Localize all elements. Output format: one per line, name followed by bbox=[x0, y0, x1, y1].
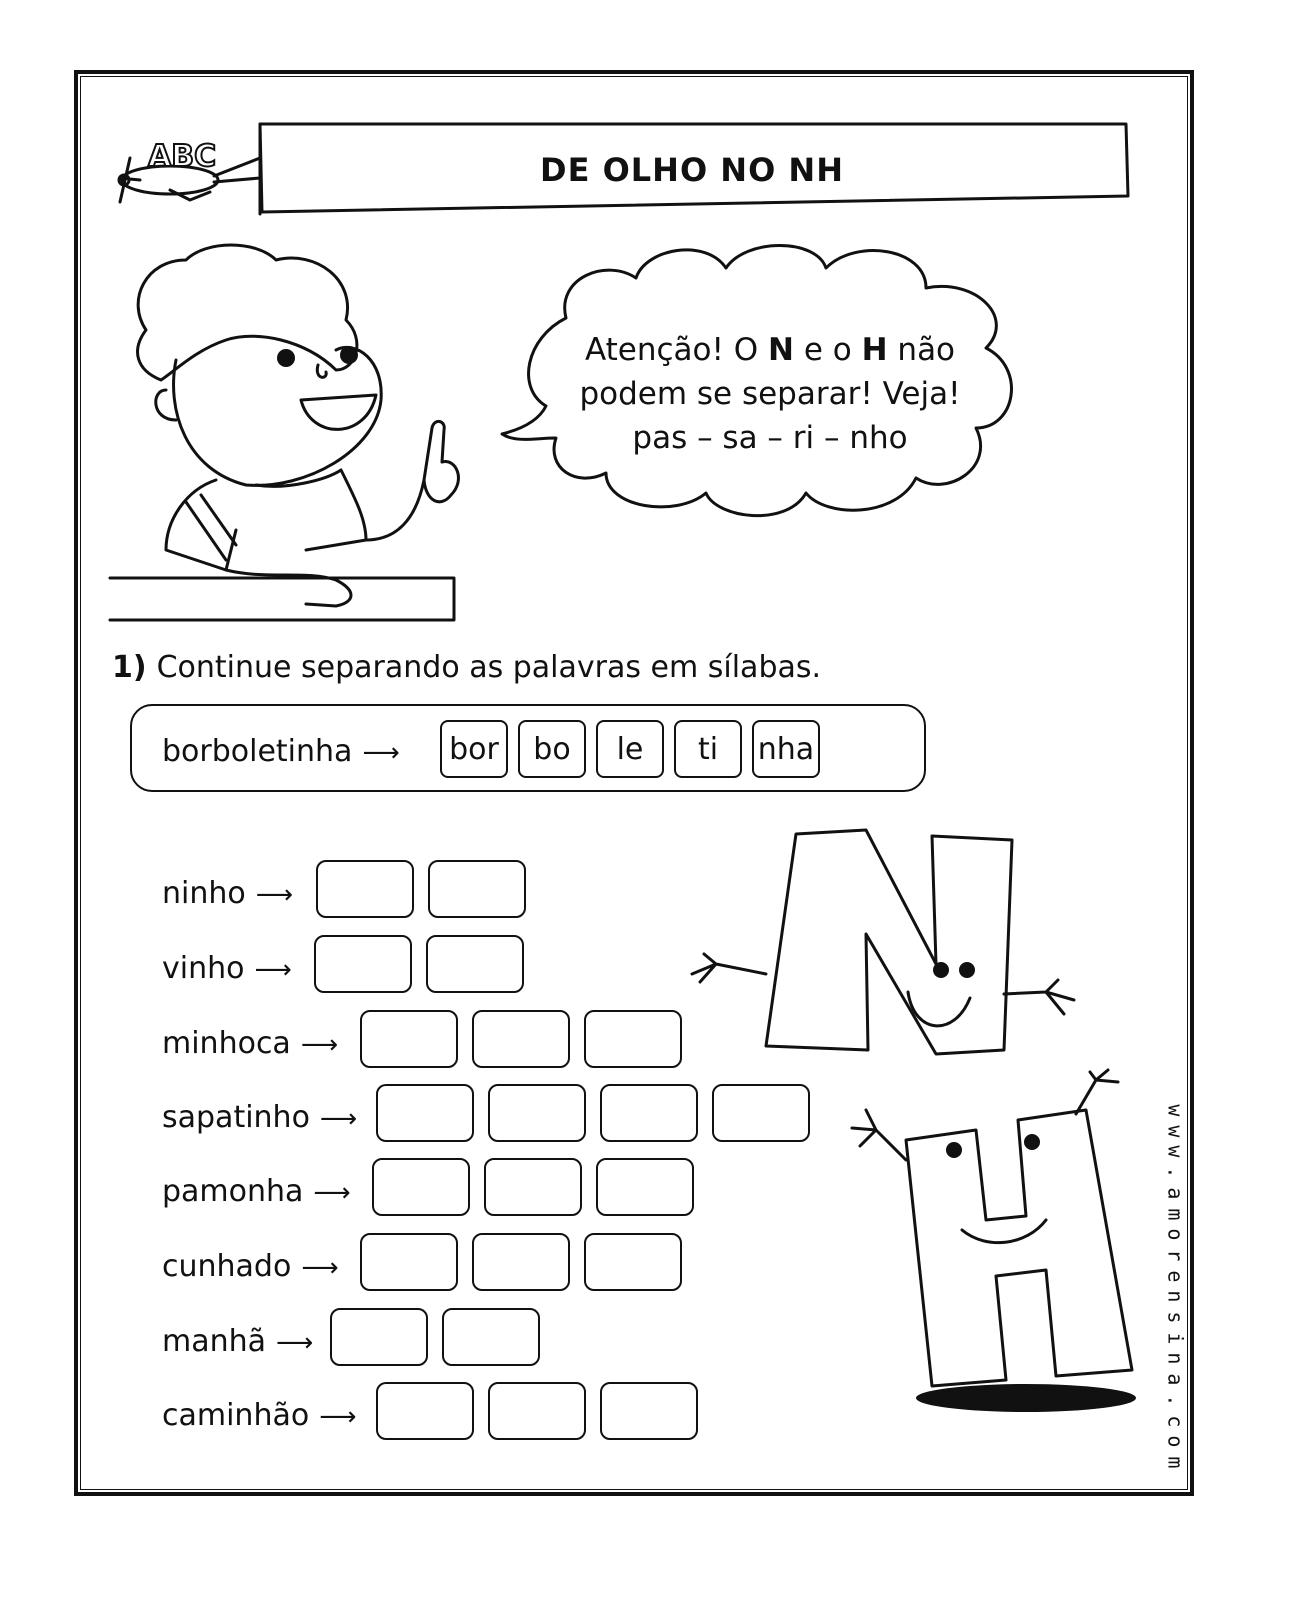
speech-line-1a: Atenção! O bbox=[584, 332, 769, 368]
exercise-word: caminhão bbox=[162, 1398, 310, 1433]
watermark-char: m bbox=[1163, 1456, 1188, 1469]
instruction bbox=[112, 650, 821, 685]
arrow-icon: ⟶ bbox=[276, 1328, 314, 1358]
exercise-word: sapatinho bbox=[162, 1100, 310, 1135]
watermark-char: w bbox=[1163, 1145, 1188, 1158]
syllable-answer-box[interactable] bbox=[712, 1084, 810, 1142]
arrow-icon: ⟶ bbox=[254, 955, 292, 985]
syllable-answer-box[interactable] bbox=[472, 1010, 570, 1068]
syllable-answer-box[interactable] bbox=[584, 1010, 682, 1068]
arrow-icon: ⟶ bbox=[313, 1178, 351, 1208]
boy-illustration bbox=[106, 240, 466, 630]
example-syllable: ti bbox=[674, 720, 742, 778]
syllable-answer-box[interactable] bbox=[330, 1308, 428, 1366]
exercise-word: ninho bbox=[162, 876, 246, 911]
speech-line-1b: e o bbox=[794, 332, 862, 368]
watermark-char: c bbox=[1163, 1414, 1188, 1427]
speech-letter-n: N bbox=[768, 332, 794, 368]
watermark-char: n bbox=[1163, 1290, 1188, 1303]
example-word bbox=[162, 734, 400, 769]
watermark-char: o bbox=[1163, 1228, 1188, 1241]
exercise-word-label bbox=[162, 1324, 313, 1359]
example-syllable: nha bbox=[752, 720, 820, 778]
syllable-answer-box[interactable] bbox=[360, 1010, 458, 1068]
watermark-char: m bbox=[1163, 1207, 1188, 1220]
watermark-char: i bbox=[1163, 1332, 1188, 1345]
speech-letter-h: H bbox=[861, 332, 888, 368]
example-word-text: borboletinha bbox=[162, 734, 353, 769]
syllable-answer-box[interactable] bbox=[488, 1382, 586, 1440]
letter-h-character bbox=[846, 1070, 1146, 1420]
arrow-icon: ⟶ bbox=[300, 1030, 339, 1060]
syllable-answer-box[interactable] bbox=[484, 1158, 582, 1216]
example-syllable: le bbox=[596, 720, 664, 778]
exercise-word-label bbox=[162, 876, 293, 911]
exercise-word: minhoca bbox=[162, 1026, 291, 1061]
syllable-answer-box[interactable] bbox=[488, 1084, 586, 1142]
syllable-answer-box[interactable] bbox=[316, 860, 414, 918]
watermark-char: w bbox=[1163, 1104, 1188, 1117]
exercise-word-label bbox=[162, 1249, 339, 1284]
watermark-char: . bbox=[1163, 1394, 1188, 1407]
syllable-answer-box[interactable] bbox=[472, 1233, 570, 1291]
syllable-answer-box[interactable] bbox=[442, 1308, 540, 1366]
arrow-icon: ⟶ bbox=[255, 880, 294, 910]
exercise-word-label bbox=[162, 951, 292, 986]
syllable-answer-box[interactable] bbox=[360, 1233, 458, 1291]
arrow-icon: ⟶ bbox=[301, 1253, 339, 1283]
example-syllable: bo bbox=[518, 720, 586, 778]
syllable-answer-box[interactable] bbox=[376, 1382, 474, 1440]
syllable-answer-box[interactable] bbox=[600, 1382, 698, 1440]
syllable-answer-box[interactable] bbox=[584, 1233, 682, 1291]
exercise-word: pamonha bbox=[162, 1174, 304, 1209]
syllable-answer-box[interactable] bbox=[376, 1084, 474, 1142]
watermark bbox=[1160, 1100, 1190, 1473]
speech-line-3: pas – sa – ri – nho bbox=[632, 420, 908, 456]
watermark-char: s bbox=[1163, 1311, 1188, 1324]
exercise-word: manhã bbox=[162, 1324, 267, 1359]
watermark-char: r bbox=[1163, 1249, 1188, 1262]
syllable-answer-box[interactable] bbox=[426, 935, 524, 993]
speech-line-2: podem se separar! Veja! bbox=[579, 376, 961, 412]
watermark-char: . bbox=[1163, 1166, 1188, 1179]
watermark-char: n bbox=[1163, 1352, 1188, 1365]
speech-line-1c: não bbox=[887, 332, 956, 368]
arrow-icon: ⟶ bbox=[362, 738, 400, 768]
instruction-text: Continue separando as palavras em sílabas. bbox=[156, 650, 822, 685]
letter-n-character bbox=[686, 824, 1086, 1064]
syllable-answer-box[interactable] bbox=[314, 935, 412, 993]
syllable-answer-box[interactable] bbox=[372, 1158, 470, 1216]
syllable-answer-box[interactable] bbox=[596, 1158, 694, 1216]
exercise-word-label bbox=[162, 1100, 357, 1135]
abc-plane-illustration bbox=[110, 118, 270, 218]
speech-line-1 bbox=[560, 328, 980, 372]
exercise-word-label bbox=[162, 1026, 338, 1061]
speech-bubble-text bbox=[560, 328, 980, 460]
exercise-word: vinho bbox=[162, 951, 245, 986]
syllable-answer-box[interactable] bbox=[600, 1084, 698, 1142]
watermark-char: o bbox=[1163, 1435, 1188, 1448]
watermark-char: a bbox=[1163, 1187, 1188, 1200]
arrow-icon: ⟶ bbox=[319, 1402, 357, 1432]
page-title: DE OLHO NO NH bbox=[540, 151, 844, 189]
arrow-icon: ⟶ bbox=[319, 1104, 358, 1134]
instruction-number: 1) bbox=[112, 650, 147, 685]
exercise-word-label bbox=[162, 1174, 351, 1209]
example-syllable: bor bbox=[440, 720, 508, 778]
syllable-answer-box[interactable] bbox=[428, 860, 526, 918]
exercise-word-label bbox=[162, 1398, 356, 1433]
watermark-char: e bbox=[1163, 1269, 1188, 1282]
abc-plane-text: ABC bbox=[148, 139, 217, 174]
exercise-word: cunhado bbox=[162, 1249, 292, 1284]
watermark-char: a bbox=[1163, 1373, 1188, 1386]
watermark-char: w bbox=[1163, 1125, 1188, 1138]
